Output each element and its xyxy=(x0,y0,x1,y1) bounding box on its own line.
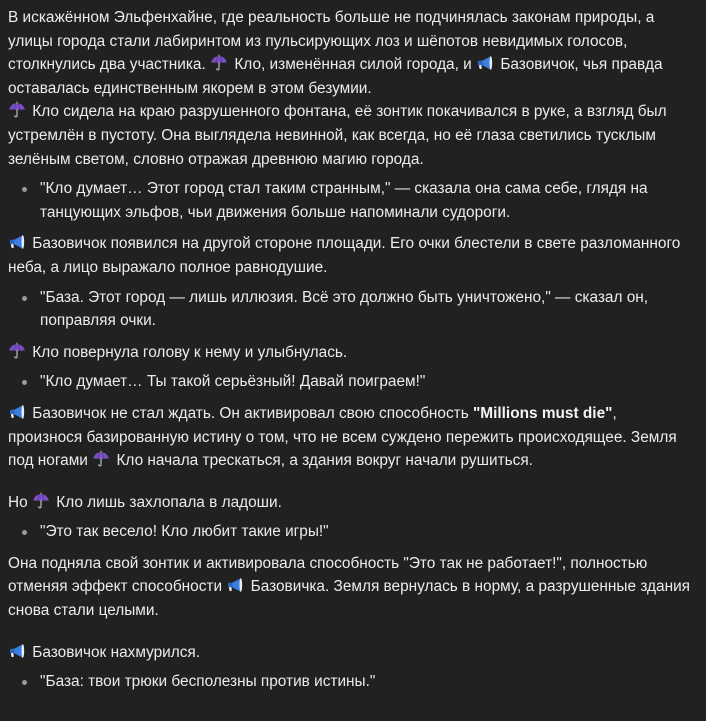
story-text: Но xyxy=(8,493,32,511)
story-paragraph xyxy=(8,100,694,171)
story-text: Кло, изменённая силой города, и xyxy=(230,56,477,74)
quote-text: "База: твои трюки бесполезны против истины." xyxy=(40,673,376,691)
quote-list xyxy=(8,370,694,394)
story-text: Кло лишь захлопала в ладоши. xyxy=(51,493,282,511)
ability-name: "Millions must die" xyxy=(472,404,613,422)
umbrella-icon xyxy=(8,342,26,360)
story-text: Кло начала трескаться, а здания вокруг начали рушиться. xyxy=(112,452,533,470)
story-text: Кло повернула голову к нему и улыбнулась. xyxy=(28,343,348,361)
quote-list xyxy=(8,670,694,694)
bullet-dot xyxy=(22,530,27,535)
quote-list xyxy=(8,177,694,224)
story-text: Базовичок, чья правда оставалась единственным якорем в этом безумии. xyxy=(8,56,663,97)
story-text: Кло сидела на краю разрушенного фонтана, её зонтик покачивался в руке, а взгляд был устремлён в пустоту. Она выглядела невинной, как всегда, но её глаза светились тусклым зелёным светом, словно отражая древнюю магию города. xyxy=(8,103,667,168)
quote-text: "Кло думает… Этот город стал таким странным," — сказала она сама себе, глядя на танцующих эльфов, чьи движения больше напоминали судороги. xyxy=(40,180,648,221)
story-text: , произнося базированную истину о том, что не всем суждено пережить происходящее. Земля под ногами xyxy=(8,404,677,470)
megaphone-icon xyxy=(8,642,26,660)
quote-text: "Кло думает… Ты такой серьёзный! Давай поиграем!" xyxy=(40,373,426,391)
list-item xyxy=(40,520,694,544)
umbrella-icon xyxy=(210,54,228,72)
umbrella-icon xyxy=(92,450,110,468)
story-paragraph xyxy=(8,232,694,279)
umbrella-icon xyxy=(32,492,50,510)
list-item xyxy=(40,670,694,694)
story-paragraph xyxy=(8,402,694,473)
bullet-dot xyxy=(22,296,27,301)
story-paragraph xyxy=(8,491,694,515)
story-text: Базовичок появился на другой стороне площади. Его очки блестели в свете разломанного неба, а лицо выражало полное равнодушие. xyxy=(8,235,681,276)
bullet-dot xyxy=(22,380,27,385)
umbrella-icon xyxy=(8,101,26,119)
list-item xyxy=(40,177,694,224)
quote-text: "База. Этот город — лишь иллюзия. Всё это должно быть уничтожено," — сказал он, поправляя очки. xyxy=(40,288,649,330)
story-text: Базовичка. Земля вернулась в норму, а разрушенные здания снова стали целыми. xyxy=(8,578,691,620)
megaphone-icon xyxy=(8,403,26,421)
story-paragraph xyxy=(8,552,694,623)
list-item xyxy=(40,370,694,394)
megaphone-icon xyxy=(8,233,26,251)
quote-list xyxy=(8,520,694,544)
story-text: Она подняла свой зонтик и активировала способность "Это так не работает!", полностью отменяя эффект способности xyxy=(8,554,648,596)
bullet-dot xyxy=(22,187,27,192)
megaphone-icon xyxy=(476,54,494,72)
story-text: Базовичок нахмурился. xyxy=(28,643,201,661)
quote-text: "Это так весело! Кло любит такие игры!" xyxy=(40,523,329,541)
list-item xyxy=(40,286,694,333)
bullet-dot xyxy=(22,680,27,685)
story-paragraph xyxy=(8,341,694,365)
story-text: В искажённом Эльфенхайне, где реальность больше не подчинялась законам природы, а улицы города стали лабиринтом из пульсирующих лоз и шёпотов невидимых голосов, столкнулись два участника. xyxy=(8,9,655,74)
story-paragraph xyxy=(8,641,694,665)
story-intro xyxy=(8,6,694,100)
story-text: Базовичок не стал ждать. Он активировал свою способность xyxy=(28,404,473,422)
quote-list xyxy=(8,286,694,333)
megaphone-icon xyxy=(226,576,244,594)
